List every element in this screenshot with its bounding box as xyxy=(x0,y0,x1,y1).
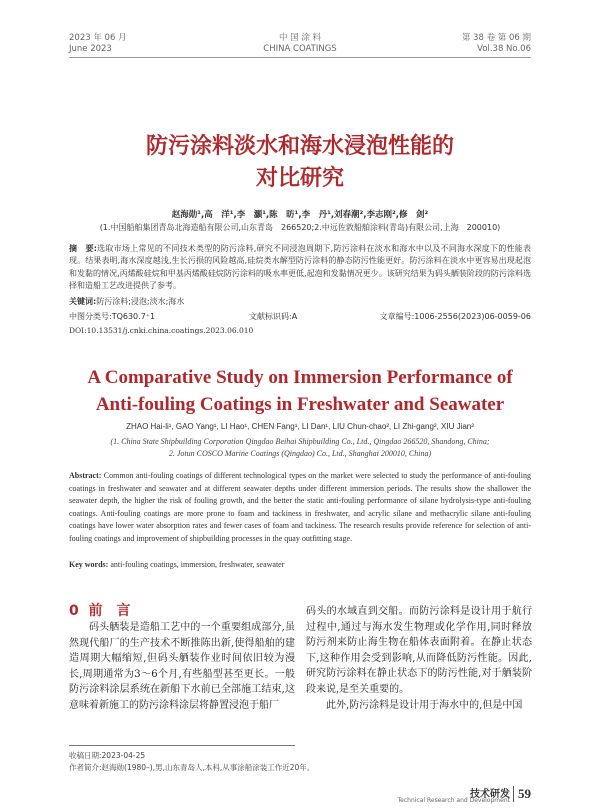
footer-section-en: Technical Research and Development xyxy=(397,797,510,804)
body-column-right xyxy=(306,604,532,713)
body-paragraph: 此外,防污涂料是设计用于海水中的,但是中国 xyxy=(326,699,523,711)
abstract-cn-text: 选取市场上常见的不同技术类型的防污涂料,研究不同浸泡周期下,防污涂料在淡水和海水中以及不同海水深度下的性能表现。结果表明,海水深度越浅,生长污损的风险越高,硅烷类水解型防污涂料的静态防污性能更好。防污涂料在淡水中更容易出现起泡和发黏的情况,丙烯酸硅烷和甲基丙烯酸硅烷防污涂料的吸水率更低,起泡和发黏情况更少。该研究结果为码头舾装阶段的防污涂料选择和造船工艺改进提供了参考。 xyxy=(69,244,531,290)
abstract-en-label: Abstract: xyxy=(69,471,102,480)
footer-divider xyxy=(513,786,514,802)
classification-line xyxy=(69,311,531,323)
clc-number: 中图分类号:TQ630.7⁺1 xyxy=(69,312,156,321)
body-paragraph: 码头舾装是造船工艺中的一个重要组成部分,虽然现代船厂的生产技术不断推陈出新,使得船舶的建造周期大幅缩短,但码头舾装作业时间依旧较为漫长,周期通常为3～6个月,有些船型甚至更长。一般防污涂料涂层系统在新船下水前已全部施工结束,这意味着新施工的防污涂料涂层将静置浸泡于船厂 xyxy=(69,622,295,711)
keywords-cn xyxy=(69,296,531,307)
abstract-cn xyxy=(69,243,531,292)
document-code: 文献标识码:A xyxy=(249,312,298,321)
header-volume-cn: 第 38 卷 第 06 期 xyxy=(461,33,531,43)
abstract-cn-label: 摘 要: xyxy=(69,244,97,253)
section-number: 0 xyxy=(69,603,79,619)
keywords-en-label: Key words: xyxy=(69,560,109,569)
title-cn: 防污涂料淡水和海水浸泡性能的 对比研究 xyxy=(145,133,454,191)
header-journal xyxy=(200,33,400,55)
doi: DOI:10.13531/j.cnki.china.coatings.2023.06.010 xyxy=(69,326,254,335)
section-heading xyxy=(69,600,131,620)
abstract-en-text: Common anti-fouling coatings of different technological types on the market were selected to study the performance of anti-fouling coatings in freshwater and seawater and at different seawater depths under different immersion periods. The results show the shallower the seawater depth, the higher the risk of fouling growth, and the better the static anti-fouling performance of silane hydrolysis-type anti-fouling coatings. Anti-fouling coatings are more prone to foam and tackiness in freshwater, and acrylic silane and methacrylic silane anti-fouling coatings have lower water absorption rates and fewer cases of foam and tackiness. The research results provide reference for selection of anti-fouling coatings and improvement of shipbuilding processes in the quay outfitting stage. xyxy=(69,471,531,543)
header-divider xyxy=(69,57,531,58)
header-date-en: June 2023 xyxy=(69,44,112,54)
authors-cn: 赵海勋¹,高 洋¹,李 灝¹,陈 昉¹,李 丹¹,刘春潮²,李志刚²,修 剑² xyxy=(171,210,429,220)
affiliation-cn: (1.中国船舶集团青岛北海造船有限公司,山东青岛 266520;2.中远佐敦船舶涂料(青岛)有限公司,上海 200010) xyxy=(99,223,501,232)
authors-en: ZHAO Hai-li¹, GAO Yang¹, LI Hao¹, CHEN Fang¹, LI Dan¹, LIU Chun-chao², LI Zhi-gang², XIU Jian² xyxy=(126,422,474,431)
header-date-cn: 2023 年 06 月 xyxy=(69,33,127,43)
body-paragraph: 码头的水域直到交船。而防污涂料是设计用于航行过程中,通过与海水发生物理或化学作用,同时释放防污剂来防止海生物在船体表面附着。在静止状态下,这种作用会受到影响,从而降低防污性能。因此,研究防污涂料在静止状态下的防污性能,对于舾装阶段来说,是至关重要的。 xyxy=(306,606,532,695)
keywords-cn-label: 关键词: xyxy=(69,297,97,306)
section-title: 前 言 xyxy=(88,603,131,619)
affiliation-en: (1. China State Shipbuilding Corporation Qingdao Beihai Shipbuilding Co., Ltd., Qingdao 266520, Shandong, China; 2. Jotun COSCO Marine Coatings (Qingdao) Co., Ltd., Shanghai 200010, China) xyxy=(110,437,490,458)
footnote-divider xyxy=(69,745,295,746)
keywords-en-text: anti-fouling coatings, immersion, freshwater, seawater xyxy=(110,560,285,569)
header-journal-en: CHINA COATINGS xyxy=(263,44,337,54)
footnote-author: 作者简介:赵海勋(1980–),男,山东青岛人,本科,从事涂船涂装工作近20年。 xyxy=(69,763,315,772)
page-number: 59 xyxy=(518,786,531,801)
keywords-cn-text: 防污涂料;浸泡;淡水;海水 xyxy=(96,297,185,306)
header-volume xyxy=(462,33,531,55)
abstract-en xyxy=(69,470,531,545)
keywords-en xyxy=(69,560,531,569)
footer-section-cn: 技术研发 xyxy=(470,789,510,800)
title-en: A Comparative Study on Immersion Performance of Anti-fouling Coatings in Freshwater and Seawater xyxy=(87,367,513,415)
footnote-received: 收稿日期:2023-04-25 xyxy=(69,751,146,760)
header-volume-en: Vol.38 No.06 xyxy=(477,44,531,54)
article-number: 文章编号:1006-2556(2023)06-0059-06 xyxy=(379,312,531,321)
header-date xyxy=(69,33,127,55)
body-column-left xyxy=(69,620,295,714)
header-journal-cn: 中 国 涂 料 xyxy=(278,33,322,43)
